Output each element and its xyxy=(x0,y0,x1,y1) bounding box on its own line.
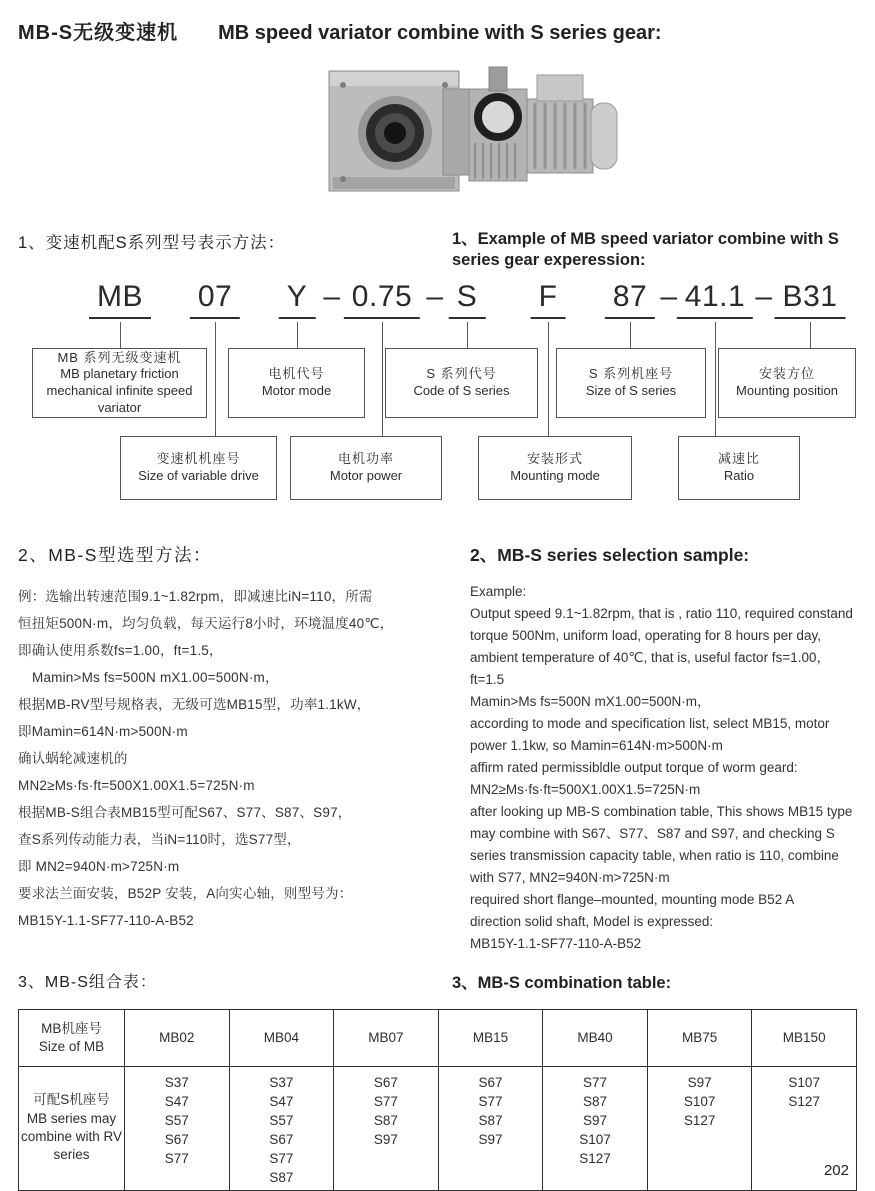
label-en: Size of variable drive xyxy=(138,467,259,483)
section1-heading-zh: 1、变速机配S系列型号表示方法： xyxy=(18,234,286,252)
selection-line-zh: MN2≥Ms·fs·ft=500X1.00X1.5=725N·m xyxy=(18,777,255,793)
code-token: B31 xyxy=(775,280,846,319)
s-size: S87 xyxy=(478,1112,503,1128)
code-token: S xyxy=(449,280,486,319)
selection-model-code-zh: MB15Y-1.1-SF77-110-A-B52 xyxy=(18,912,194,928)
s-size: S97 xyxy=(478,1131,503,1147)
s-size: S87 xyxy=(583,1093,608,1109)
label-en: Ratio xyxy=(723,467,755,483)
connector-line xyxy=(630,322,631,348)
label-zh: S 系列代号 xyxy=(426,366,497,382)
s-size: S77 xyxy=(164,1150,189,1166)
model-code-diagram xyxy=(18,280,857,512)
product-photo xyxy=(54,61,875,203)
section1-heading-en: 1、Example of MB speed variator combine with S series gear experession: xyxy=(452,230,839,270)
label-box-mounting-position xyxy=(718,348,856,418)
section2-heading-en: 2、MB-S series selection sample: xyxy=(470,544,750,565)
s-size: S47 xyxy=(164,1093,189,1109)
page-title-zh: MB-S无级变速机 xyxy=(18,22,179,44)
selection-line-zh: 确认蜗轮减速机的 xyxy=(18,750,128,766)
section2 xyxy=(18,542,857,955)
section2-heading-zh: 2、MB-S型选型方法： xyxy=(18,544,212,565)
label-zh: 电机代号 xyxy=(268,366,325,382)
selection-line-zh: 根据MB-S组合表MB15型可配S67、S77、S87、S97， xyxy=(18,804,352,820)
code-token: Y xyxy=(279,280,316,319)
connector-line xyxy=(120,322,121,348)
label-box-mb-series xyxy=(32,348,207,418)
label-en: Mounting mode xyxy=(510,467,600,483)
s-size: S37 xyxy=(164,1074,189,1090)
s-size: S57 xyxy=(269,1112,294,1128)
page-title xyxy=(18,16,857,45)
selection-line-en: after looking up MB-S combination table, This shows MB15 type xyxy=(470,803,853,819)
s-size: S97 xyxy=(583,1112,608,1128)
label-en: Code of S series xyxy=(413,382,510,398)
header-mb40: MB40 xyxy=(543,1009,648,1066)
s-size: S67 xyxy=(373,1074,398,1090)
section2-english-column xyxy=(458,542,857,955)
selection-line-en: Output speed 9.1~1.82rpm, that is , ratio 110, required constand xyxy=(470,605,853,621)
selection-line-zh: 即 MN2=940N·m>725N·m xyxy=(18,858,180,874)
code-dash: – xyxy=(426,279,444,313)
s-size: S127 xyxy=(579,1150,611,1166)
selection-line-en: direction solid shaft, Model is expressed: xyxy=(470,913,714,929)
header-mb75: MB75 xyxy=(647,1009,752,1066)
code-dash: – xyxy=(755,279,773,313)
selection-line-en: series transmission capacity table, when ratio is 110, combine xyxy=(470,847,839,863)
section3-heading-zh: 3、MB-S组合表： xyxy=(18,973,157,991)
s-size: S127 xyxy=(683,1112,716,1128)
connector-line xyxy=(548,322,549,436)
cell-mb40 xyxy=(543,1066,648,1190)
selection-line-en: ambient temperature of 40℃, that is, useful factor fs=1.00，ft=1.5 xyxy=(470,649,830,687)
selection-line-en: affirm rated permissibldle output torque of worm geard: xyxy=(470,759,798,775)
s-size: S87 xyxy=(373,1112,398,1128)
label-zh: MB 系列无级变速机 xyxy=(57,349,182,365)
selection-line-en: MN2≥Ms·fs·ft=500X1.00X1.5=725N·m xyxy=(470,781,701,797)
cell-mb02 xyxy=(125,1066,230,1190)
header-mb150: MB150 xyxy=(752,1009,857,1066)
selection-line-en: torque 500Nm, uniform load, operating for 8 hours per day, xyxy=(470,627,821,643)
header-mb15: MB15 xyxy=(438,1009,543,1066)
label-zh: 减速比 xyxy=(717,451,760,467)
table-body-row xyxy=(19,1066,857,1190)
code-token: 0.75 xyxy=(344,280,420,319)
section1-heading xyxy=(18,229,857,272)
cell-mb15 xyxy=(438,1066,543,1190)
code-dash: – xyxy=(323,279,341,313)
selection-line-en: Mamin>Ms fs=500N mX1.00=500N·m， xyxy=(470,693,711,709)
label-en: Motor mode xyxy=(261,382,332,398)
header-mb04: MB04 xyxy=(229,1009,334,1066)
s-size: S47 xyxy=(269,1093,294,1109)
selection-line-zh: 例：选输出转速范围9.1~1.82rpm，即减速比iN=110，所需 xyxy=(18,588,373,604)
selection-line-zh: 即确认使用系数fs=1.00，ft=1.5， xyxy=(18,642,223,658)
selection-line-en: according to mode and specification list, select MB15, motor xyxy=(470,715,830,731)
selection-line-zh: 根据MB-RV型号规格表，无级可选MB15型，功率1.1kW， xyxy=(18,696,371,712)
selection-line-en: with S77, MN2=940N·m>725N·m xyxy=(470,869,670,885)
code-token: 41.1 xyxy=(677,280,753,319)
header-mb02: MB02 xyxy=(125,1009,230,1066)
label-zh: 安装方位 xyxy=(758,366,815,382)
s-size: S127 xyxy=(788,1093,820,1109)
s-size: S67 xyxy=(478,1074,503,1090)
label-zh: S 系列机座号 xyxy=(588,366,674,382)
selection-line-zh: 即Mamin=614N·m>500N·m xyxy=(18,723,188,739)
selection-line-zh: 要求法兰面安装，B52P 安装，A向实心轴，则型号为： xyxy=(18,885,353,901)
s-size: S77 xyxy=(373,1093,398,1109)
label-box-motor-power xyxy=(290,436,442,500)
connector-line xyxy=(810,322,811,348)
row-label-zh: 可配S机座号 xyxy=(33,1092,110,1108)
label-en: Mounting position xyxy=(736,382,838,398)
s-size: S107 xyxy=(683,1093,716,1109)
code-token: 07 xyxy=(190,280,240,319)
code-token: F xyxy=(531,280,566,319)
s-size: S107 xyxy=(579,1131,611,1147)
s-size: S57 xyxy=(164,1112,189,1128)
cell-mb07 xyxy=(334,1066,439,1190)
label-en: MB planetary friction mechanical infinite speed variator xyxy=(46,366,193,415)
label-zh: 变速机机座号 xyxy=(156,451,241,467)
header-mb07: MB07 xyxy=(334,1009,439,1066)
row-label-cell xyxy=(19,1066,125,1190)
page-number: 202 xyxy=(823,1162,849,1179)
section2-chinese-column xyxy=(18,542,458,955)
selection-line-en: may combine with S67、S77、S87 and S97, and checking S xyxy=(470,825,835,841)
label-box-size-variable-drive xyxy=(120,436,277,500)
label-box-size-s-series xyxy=(556,348,706,418)
label-box-motor-mode xyxy=(228,348,365,418)
label-box-mounting-mode xyxy=(478,436,632,500)
selection-line-en: required short flange–mounted, mounting mode B52 A xyxy=(470,891,795,907)
selection-line-en: Example: xyxy=(470,583,527,599)
s-size: S67 xyxy=(269,1131,294,1147)
s-size: S97 xyxy=(687,1074,712,1090)
connector-line xyxy=(715,322,716,436)
selection-line-zh: 恒扭矩500N·m，均匀负载，每天运行8小时，环境温度40℃， xyxy=(18,615,394,631)
connector-line xyxy=(297,322,298,348)
selection-line-en: power 1.1kw, so Mamin=614N·m>500N·m xyxy=(470,737,723,753)
page-title-en: MB speed variator combine with S series gear: xyxy=(218,22,662,44)
code-token: 87 xyxy=(605,280,655,319)
s-size: S77 xyxy=(478,1093,503,1109)
code-dash: – xyxy=(660,279,678,313)
header-en: Size of MB xyxy=(38,1038,105,1054)
header-zh: MB机座号 xyxy=(41,1021,102,1037)
section3-heading-en: 3、MB-S combination table: xyxy=(452,973,672,992)
selection-line-zh: Mamin>Ms fs=500N mX1.00=500N·m， xyxy=(32,669,279,685)
header-size-of-mb xyxy=(19,1009,125,1066)
label-box-code-s-series xyxy=(385,348,538,418)
label-box-ratio xyxy=(678,436,800,500)
label-en: Size of S series xyxy=(585,382,677,398)
label-zh: 安装形式 xyxy=(526,451,583,467)
code-token: MB xyxy=(89,280,151,319)
row-label-en: MB series may combine with RV series xyxy=(20,1110,123,1163)
section3-heading xyxy=(18,969,857,993)
s-size: S87 xyxy=(269,1169,294,1185)
s-size: S37 xyxy=(269,1074,294,1090)
cell-mb75 xyxy=(647,1066,752,1190)
connector-line xyxy=(467,322,468,348)
gearmotor-image xyxy=(321,61,627,203)
selection-model-code-en: MB15Y-1.1-SF77-110-A-B52 xyxy=(470,935,642,951)
selection-line-zh: 查S系列传动能力表，当iN=110时，选S77型， xyxy=(18,831,301,847)
s-size: S97 xyxy=(373,1131,398,1147)
cell-mb04 xyxy=(229,1066,334,1190)
label-zh: 电机功率 xyxy=(337,451,394,467)
s-size: S77 xyxy=(269,1150,294,1166)
connector-line xyxy=(382,322,383,436)
combination-table xyxy=(18,1009,857,1191)
s-size: S107 xyxy=(788,1074,820,1090)
connector-line xyxy=(215,322,216,436)
label-en: Motor power xyxy=(329,467,403,483)
table-header-row xyxy=(19,1009,857,1066)
s-size: S67 xyxy=(164,1131,189,1147)
s-size: S77 xyxy=(583,1074,608,1090)
